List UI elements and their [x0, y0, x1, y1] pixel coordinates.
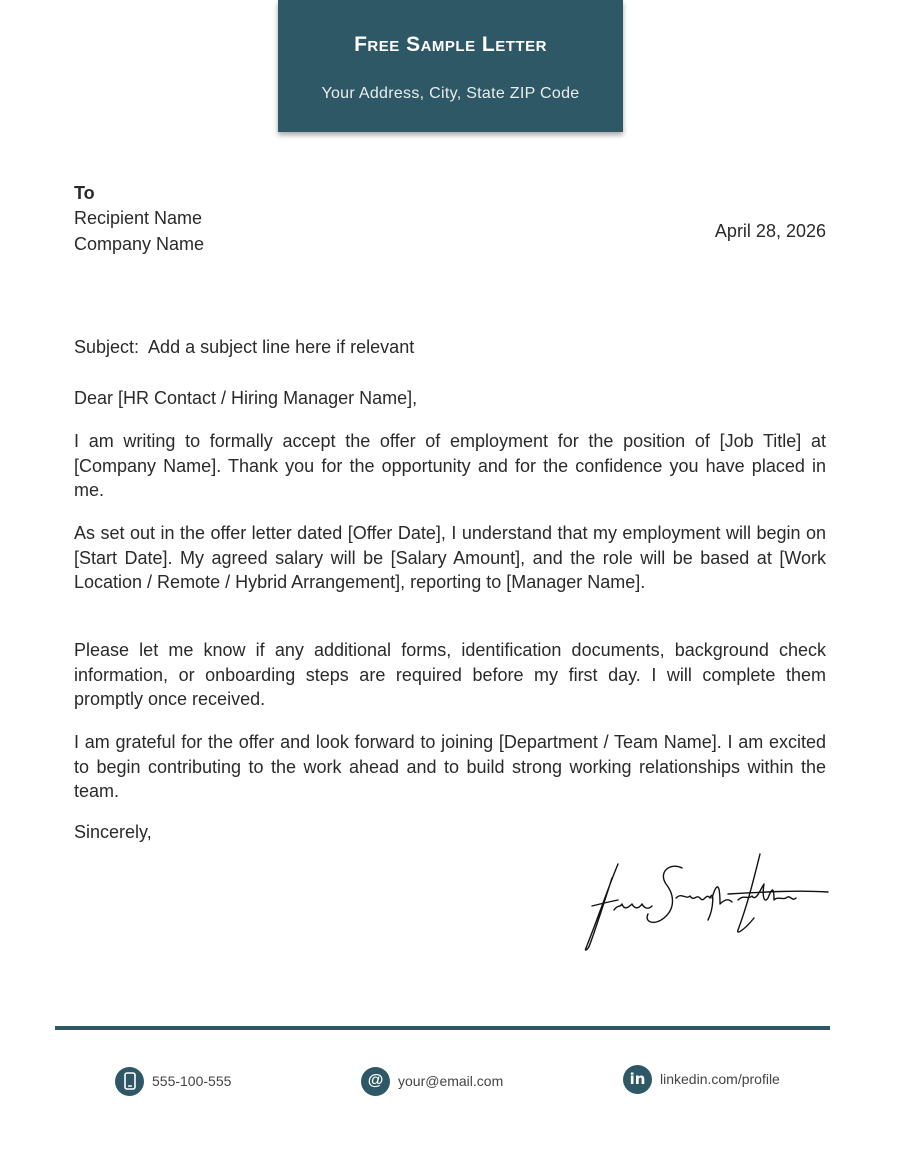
body-paragraph-2: As set out in the offer letter dated [Offer Date], I understand that my employment will begin on [Start Date]. My agreed salary will be [Salary Amount], and the role will be based at [Work Location / Remote / Hybrid Arrangement], reporting to [Manager Name]. — [74, 523, 826, 593]
subject-line: Subject: Add a subject line here if relevant — [74, 337, 415, 357]
letter-date: April 28, 2026 — [714, 221, 826, 241]
to-label: To — [74, 183, 95, 203]
body-paragraph-3: Please let me know if any additional forms, identification documents, background check information, or onboarding steps are required before my first day. I will complete them promptly once received. — [74, 640, 826, 710]
body-paragraph-4: I am grateful for the offer and look forward to joining [Department / Team Name]. I am excited to begin contributing to the work ahead and to build strong working relationships within the team. — [74, 732, 826, 802]
sender-address: Your Address, City, State ZIP Code — [321, 85, 580, 102]
body-paragraph-1: I am writing to formally accept the offer of employment for the position of [Job Title] at [Company Name]. Thank you for the opportunity and for the confidence you have placed in me. — [74, 431, 826, 501]
footer-email — [361, 1066, 503, 1096]
at-icon: @ — [361, 1067, 390, 1096]
phone-number: 555-100-555 — [152, 1073, 232, 1089]
email-address[interactable]: your@email.com — [398, 1073, 504, 1089]
footer-divider — [55, 1026, 830, 1030]
closing: Sincerely, — [74, 822, 152, 842]
linkedin-url[interactable]: linkedin.com/profile — [660, 1071, 780, 1087]
handwritten-signature — [578, 848, 833, 958]
letterhead-banner — [278, 0, 623, 132]
greeting: Dear [HR Contact / Hiring Manager Name], — [74, 388, 418, 408]
linkedin-icon: in — [623, 1065, 652, 1094]
footer-phone — [115, 1066, 231, 1096]
phone-icon — [115, 1067, 144, 1096]
recipient-name: Recipient Name — [74, 208, 203, 228]
letterhead-title: Free Sample Letter — [354, 33, 547, 56]
footer-linkedin — [623, 1064, 780, 1094]
company-name: Company Name — [74, 234, 205, 254]
